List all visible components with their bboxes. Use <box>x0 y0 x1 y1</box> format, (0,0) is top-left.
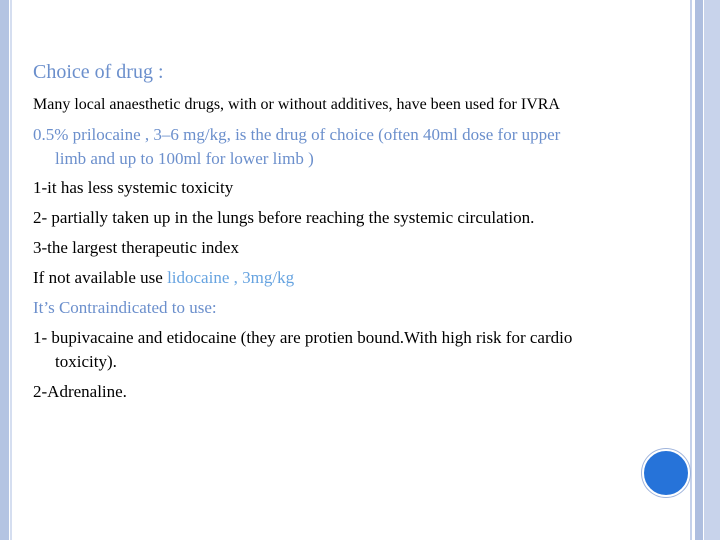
alternative-prefix: If not available use <box>33 268 168 287</box>
point-2: 2- partially taken up in the lungs before reaching the systemic circulation. <box>33 208 535 227</box>
prilocaine-line-1: 0.5% prilocaine , 3–6 mg/kg, is the drug of choice (often 40ml dose for upper <box>33 125 561 144</box>
left-border-decoration <box>0 0 12 540</box>
contraindication-2: 2-Adrenaline. <box>33 382 127 401</box>
alternative-drug-line <box>33 267 294 289</box>
slide-title: Choice of drug : <box>33 61 164 83</box>
contraindication-1-line-2: toxicity). <box>55 352 117 371</box>
intro-text: Many local anaesthetic drugs, with or without additives, have been used for IVRA <box>33 96 560 113</box>
right-border-decoration <box>688 0 720 540</box>
contraindicated-title: It’s Contraindicated to use: <box>33 298 217 317</box>
contraindication-1-line-1: 1- bupivacaine and etidocaine (they are protien bound.With high risk for cardio <box>33 328 573 347</box>
decorative-circle <box>642 449 690 497</box>
lidocaine-dose: lidocaine , 3mg/kg <box>167 268 295 287</box>
point-1: 1-it has less systemic toxicity <box>33 178 234 197</box>
prilocaine-line-2: limb and up to 100ml for lower limb ) <box>55 149 314 168</box>
point-3: 3-the largest therapeutic index <box>33 238 239 257</box>
